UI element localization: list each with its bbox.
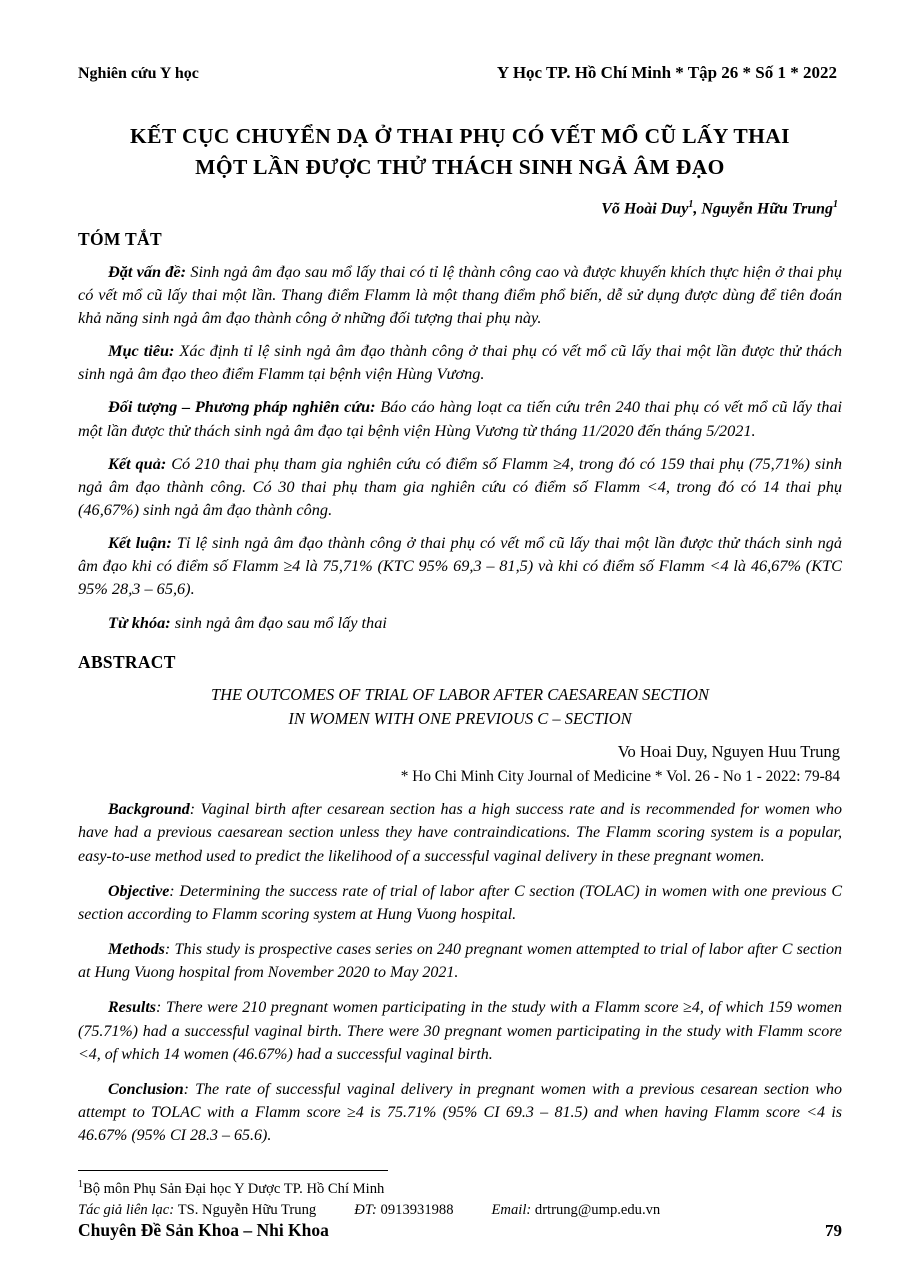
footnote-affiliation: [78, 1177, 842, 1201]
paragraph-text: : Determining the success rate of trial of labor after C section (TOLAC) in women with one previous C section according to Flamm scoring system at Hung Vuong hospital.: [78, 882, 842, 923]
journal-citation: * Ho Chi Minh City Journal of Medicine * Vol. 26 - No 1 - 2022: 79-84: [400, 768, 840, 786]
english-title-line-1: THE OUTCOMES OF TRIAL OF LABOR AFTER CAESAREAN SECTION: [210, 684, 710, 704]
abstract-en-paragraph: [78, 938, 842, 984]
abstract-vn-paragraph: [78, 452, 842, 521]
english-title: [78, 683, 842, 733]
running-head-right: Y Học TP. Hồ Chí Minh * Tập 26 * Số 1 * 2022: [496, 63, 837, 82]
author-name-2: , Nguyễn Hữu Trung: [693, 200, 833, 218]
paragraph-text: Có 210 thai phụ tham gia nghiên cứu có điểm số Flamm ≥4, trong đó có 159 thai phụ (75,71%) sinh ngả âm đạo thành công. Có 30 thai phụ tham gia nghiên cứu có điểm số Flamm <4, trong đó có 14 thai phụ (46,67%) sinh ngả âm đạo thành công.: [78, 453, 842, 519]
paragraph-text: : This study is prospective cases series on 240 pregnant women attempted to trial of labor after C section at Hung Vuong hospital from November 2020 to May 2021.: [78, 941, 842, 982]
paragraph-lead: Background: [108, 801, 190, 819]
running-head: [78, 63, 842, 83]
abstract-en-paragraph: [78, 880, 842, 926]
title-line-2: MỘT LẦN ĐƯỢC THỬ THÁCH SINH NGẢ ÂM ĐẠO: [195, 155, 725, 180]
authors-english: Vo Hoai Duy, Nguyen Huu Trung: [617, 742, 840, 762]
footer-section-title: Chuyên Đề Sản Khoa – Nhi Khoa: [78, 1220, 329, 1240]
email-value: drtrung@ump.edu.vn: [534, 1202, 661, 1219]
page-title: [78, 121, 842, 183]
paragraph-lead: Conclusion: [108, 1081, 184, 1099]
paragraph-lead: Đối tượng – Phương pháp nghiên cứu:: [108, 397, 376, 417]
abstract-vn-paragraph: [78, 531, 842, 600]
page-number: 79: [825, 1221, 842, 1240]
keywords-vn: [78, 611, 842, 634]
paragraph-lead: Methods: [108, 941, 165, 959]
paragraph-text: : The rate of successful vaginal delivery in pregnant women with a previous cesarean section who attempt to TOLAC with a Flamm score ≥4 is 75.71% (95% CI 69.3 – 81.5) and when having Flamm score <4 is 46.67% (95% CI 28.3 – 65.6).: [78, 1081, 842, 1145]
paragraph-text: Sinh ngả âm đạo sau mổ lấy thai có tỉ lệ thành công cao và được khuyến khích thực hiện ở thai phụ có vết mổ cũ lấy thai một lần. Thang điểm Flamm là một thang điểm phổ biến, dễ sử dụng được dùng để tiên đoán khả năng sinh ngả âm đạo thành công ở những đối tượng thai phụ này.: [78, 261, 842, 327]
paragraph-lead: Đặt vấn đề:: [108, 261, 187, 281]
paragraph-text: : Vaginal birth after cesarean section has a high success rate and is recommended for women who have had a previous caesarean section unless they have contraindications. The Flamm scoring system is a popular, easy-to-use method used to predict the likelihood of a successful vaginal delivery in these pregnant women.: [78, 801, 842, 865]
abstract-vn-paragraph: [78, 260, 842, 329]
email-label: Email:: [491, 1202, 535, 1219]
author-affiliation-marker-1: 1: [688, 199, 694, 211]
abstract-en-paragraph: [78, 798, 842, 868]
section-heading-tomtat: TÓM TẮT: [78, 228, 162, 249]
paragraph-lead: Từ khóa:: [108, 612, 171, 632]
footnote-contact: [78, 1200, 842, 1222]
section-heading-abstract: ABSTRACT: [78, 651, 176, 672]
english-title-line-2: IN WOMEN WITH ONE PREVIOUS C – SECTION: [288, 709, 632, 729]
paragraph-text: sinh ngả âm đạo sau mổ lấy thai: [170, 612, 387, 632]
author-name-1: Võ Hoài Duy: [601, 200, 689, 218]
paragraph-text: : There were 210 pregnant women participating in the study with a Flamm score ≥4, of which 159 women (75.71%) had a successful vaginal birth. There were 30 pregnant women participating in the study with Flamm score <4, of which 14 women (46.67%) had a successful vaginal birth.: [78, 999, 842, 1063]
footnote-divider: [78, 1170, 388, 1171]
contact-label: Tác giả liên lạc:: [78, 1202, 178, 1219]
contact-name: TS. Nguyễn Hữu Trung: [177, 1202, 317, 1219]
paragraph-lead: Results: [108, 999, 157, 1017]
page-footer: [78, 1220, 842, 1241]
paragraph-text: Xác định tỉ lệ sinh ngả âm đạo thành công ở thai phụ có vết mổ cũ lấy thai một lần được thử thách sinh ngả âm đạo theo điểm Flamm tại bệnh viện Hùng Vương.: [78, 341, 842, 384]
running-head-left: Nghiên cứu Y học: [78, 65, 199, 82]
paragraph-text: Báo cáo hàng loạt ca tiến cứu trên 240 thai phụ có vết mổ cũ lấy thai một lần được thử thách sinh ngả âm đạo tại bệnh viện Hùng Vương từ tháng 11/2020 đến tháng 5/2021.: [78, 397, 843, 440]
footnote-affiliation-text: Bộ môn Phụ Sản Đại học Y Dược TP. Hồ Chí Minh: [83, 1180, 385, 1197]
phone-label: ĐT:: [354, 1202, 381, 1219]
paragraph-lead: Kết luận:: [108, 533, 172, 553]
paragraph-lead: Objective: [108, 882, 170, 900]
abstract-vn-paragraph: [78, 339, 842, 385]
abstract-en-paragraph: [78, 1078, 842, 1148]
abstract-vn-paragraph: [78, 395, 842, 441]
authors-vietnamese: [78, 199, 838, 218]
phone-value: 0913931988: [380, 1202, 454, 1219]
paragraph-lead: Mục tiêu:: [108, 341, 175, 361]
abstract-en-paragraph: [78, 996, 842, 1066]
paragraph-lead: Kết quả:: [108, 453, 167, 473]
footnote: [78, 1177, 842, 1223]
footnote-marker: 1: [78, 1178, 83, 1190]
title-line-1: KẾT CỤC CHUYỂN DẠ Ở THAI PHỤ CÓ VẾT MỔ CŨ LẤY THAI: [130, 124, 790, 148]
paragraph-text: Tỉ lệ sinh ngả âm đạo thành công ở thai phụ có vết mổ cũ lấy thai một lần được thử thách sinh ngả âm đạo khi có điểm số Flamm ≥4 là 75,71% (KTC 95% 69,3 – 81,5) và khi có điểm số Flamm <4 là 46,67% (KTC 95% 28,3 – 65,6).: [78, 533, 842, 599]
author-affiliation-marker-2: 1: [833, 199, 838, 211]
